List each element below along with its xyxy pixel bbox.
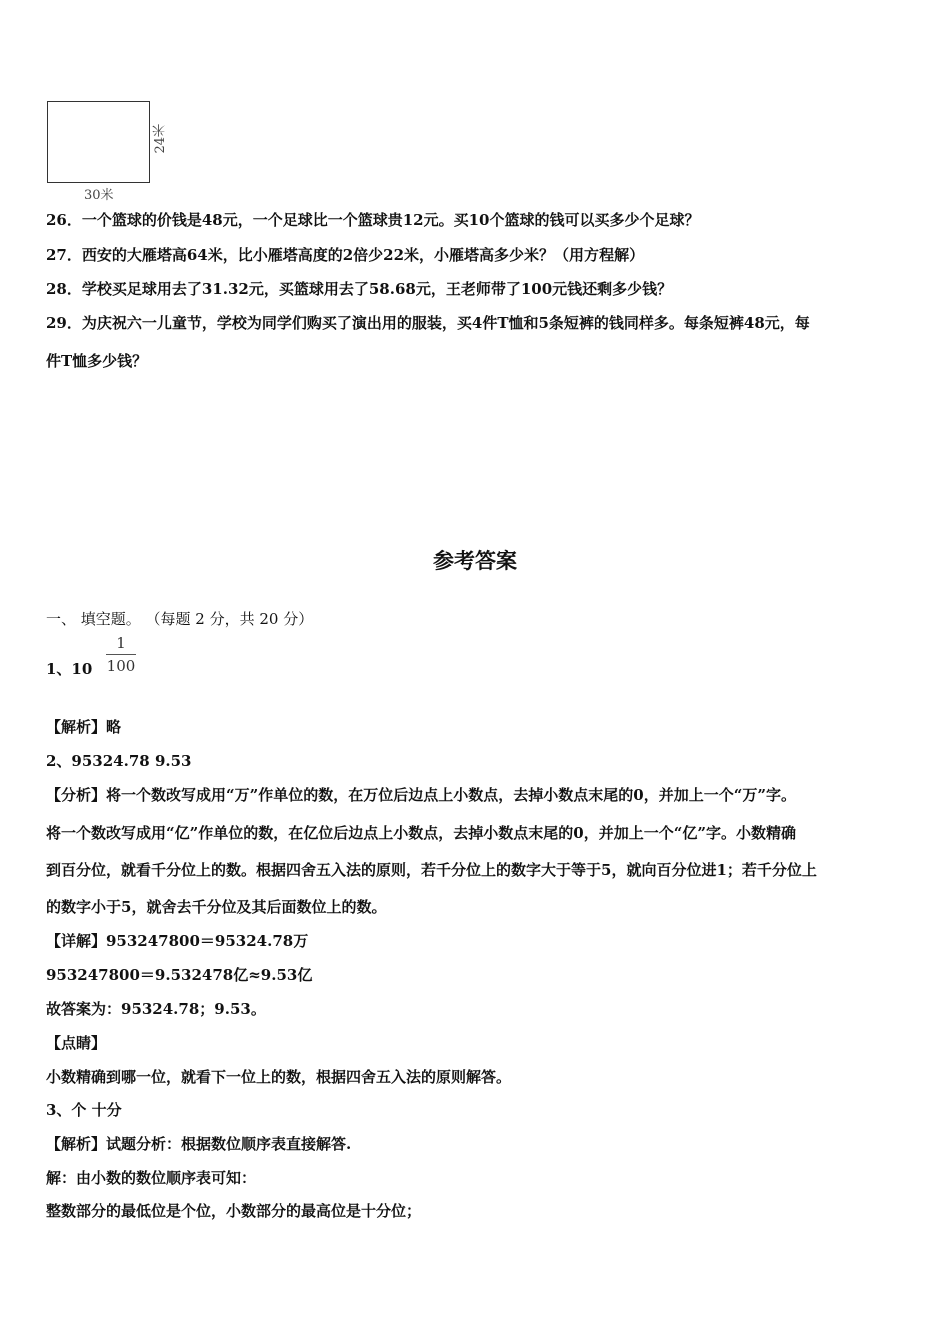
tip-2-text: 小数精确到哪一位，就看下一位上的数，根据四舍五入法的原则解答。 — [46, 1068, 512, 1086]
solution-3-line1: 解：由小数的数位顺序表可知： — [46, 1169, 257, 1187]
fraction-numerator: 1 — [116, 634, 126, 652]
question-29: 29．为庆祝六一儿童节，学校为同学们购买了演出用的服装，买4件T恤和5条短裤的钱同样多。每条短裤48元，每 — [46, 314, 810, 332]
rectangle-figure — [46, 100, 168, 203]
section1-heading: 一、 填空题。 （每题 2 分，共 20 分） — [46, 610, 314, 628]
fraction-denominator: 100 — [106, 657, 136, 675]
answer-1-label: 1、10 — [46, 660, 93, 678]
question-27: 27．西安的大雁塔高64米，比小雁塔高度的2倍少22米，小雁塔高多少米？（用方程解） — [46, 246, 645, 264]
answer-1-fraction — [106, 634, 136, 675]
question-29-cont: 件T恤多少钱？ — [46, 352, 148, 370]
bottom-length-label: 30米 — [84, 188, 114, 203]
answer-2: 2、95324.78 9.53 — [46, 752, 192, 770]
answer-3: 3、个 十分 — [46, 1101, 122, 1119]
analysis-2-line1: 【分析】将一个数改写成用“万”作单位的数，在万位后边点上小数点，去掉小数点末尾的0，并加上一个“万”字。 — [46, 786, 796, 804]
detail-2-line3: 故答案为：95324.78；9.53。 — [46, 1000, 266, 1018]
analysis-2-line4: 的数字小于5，就舍去千分位及其后面数位上的数。 — [46, 898, 387, 916]
rectangle-shape — [47, 101, 150, 183]
fraction-bar — [106, 654, 136, 655]
side-length-label: 24米 — [153, 124, 168, 154]
question-26: 26．一个篮球的价钱是48元，一个足球比一个篮球贵12元。买10个篮球的钱可以买多少个足球？ — [46, 211, 700, 229]
question-28: 28．学校买足球用去了31.32元，买篮球用去了58.68元，王老师带了100元钱还剩多少钱？ — [46, 280, 673, 298]
answer-title: 参考答案 — [433, 549, 517, 573]
tip-2-heading: 【点睛】 — [46, 1034, 107, 1052]
analysis-1: 【解析】略 — [46, 718, 122, 736]
analysis-2-line2: 将一个数改写成用“亿”作单位的数，在亿位后边点上小数点，去掉小数点末尾的0，并加上一个“亿”字。小数精确 — [46, 824, 796, 842]
analysis-3: 【解析】试题分析：根据数位顺序表直接解答. — [46, 1135, 352, 1153]
detail-2-line2: 953247800＝9.532478亿≈9.53亿 — [46, 966, 313, 984]
analysis-2-line3: 到百分位，就看千分位上的数。根据四舍五入法的原则，若千分位上的数字大于等于5，就向百分位进1；若千分位上 — [46, 861, 817, 879]
detail-2-line1: 【详解】953247800＝95324.78万 — [46, 932, 309, 950]
solution-3-line2: 整数部分的最低位是个位，小数部分的最高位是十分位； — [46, 1202, 422, 1220]
